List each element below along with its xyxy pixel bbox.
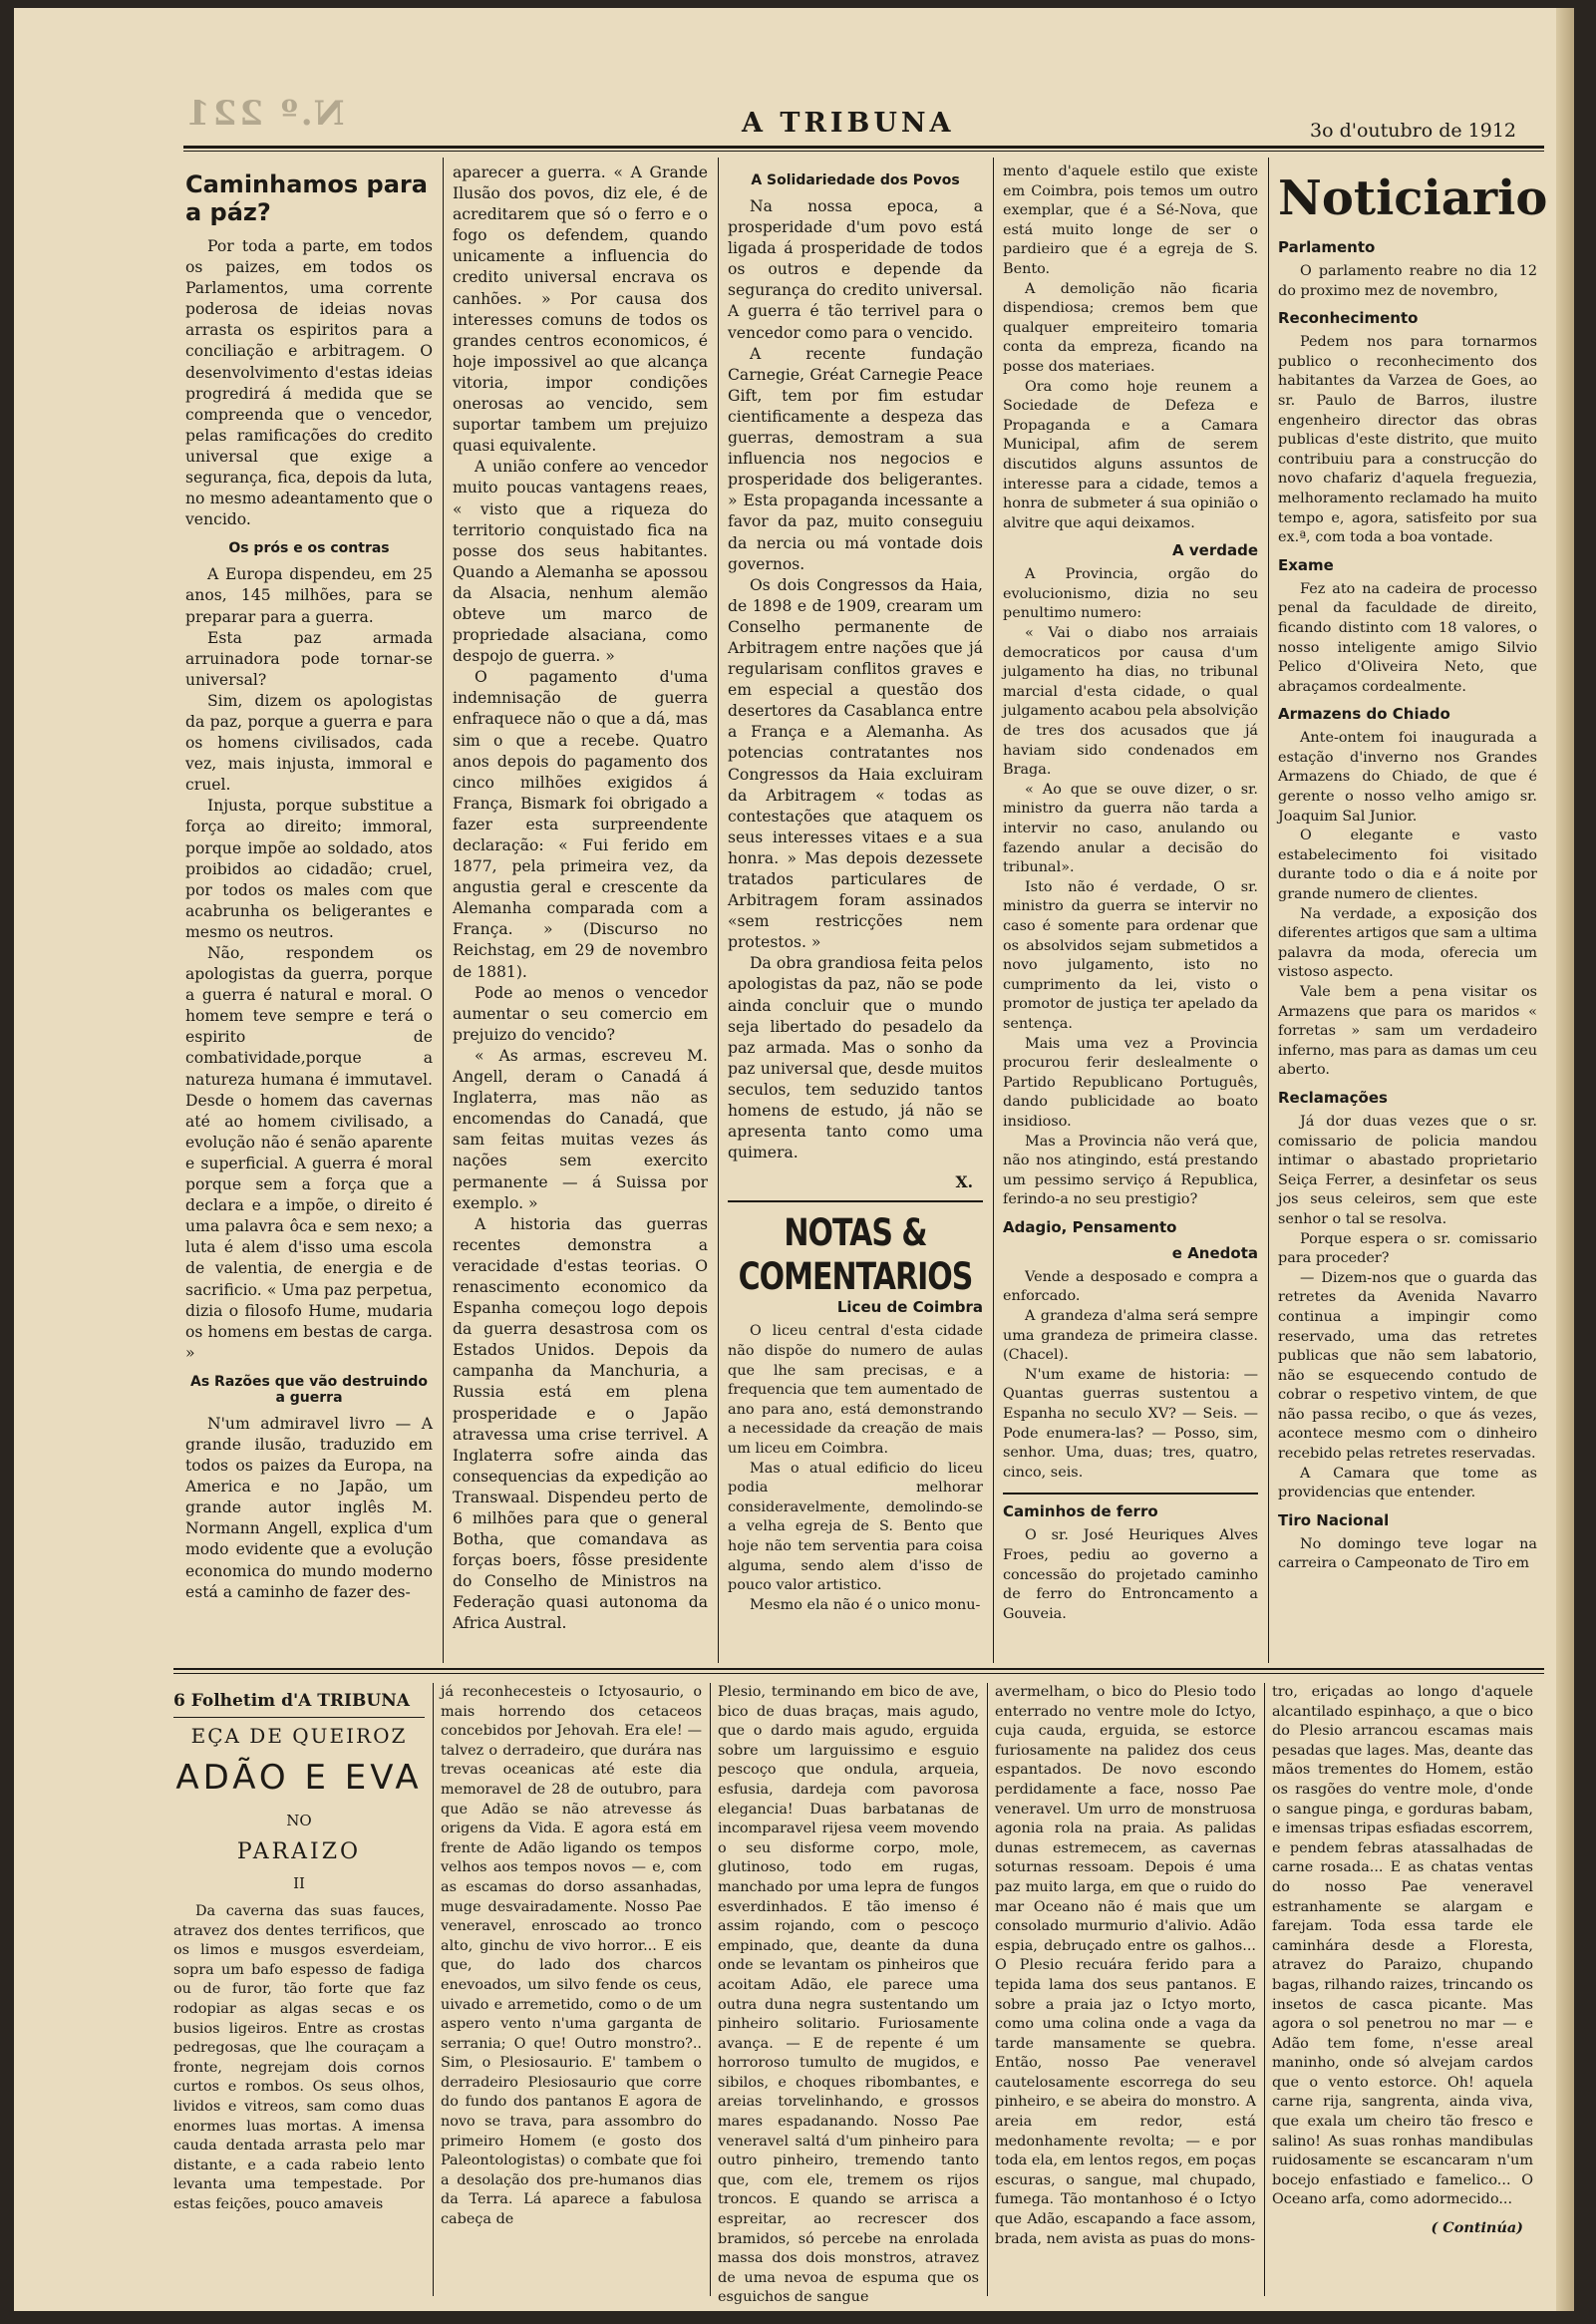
section-heading: A verdade: [1172, 541, 1258, 560]
section-rule: [728, 1200, 983, 1202]
paragraph: Sim, dizem os apologistas da paz, porque a guerra e para os homens civilisados, cada vez, mais injusta, immoral e cruel.: [185, 691, 433, 795]
folhetim-header: 6 Folhetim d'A TRIBUNA: [173, 1691, 410, 1711]
folhetim-rule: [173, 1668, 1544, 1670]
section-heading: Exame: [1278, 555, 1334, 574]
paragraph: « Vai o diabo nos arraiais democraticos por causa d'um julgamento ha dias, no tribunal marcial d'esta cidade, o qual julgamento acabou pela absolvição de tres dos acusados que já haviam sido condenados em Braga.: [1003, 625, 1258, 779]
folhetim-no: NO: [286, 1812, 312, 1829]
issue-date: 3o d'outubro de 1912: [1310, 120, 1517, 142]
notas-heading: NOTAS & COMENTARIOS: [738, 1211, 973, 1300]
paragraph: A Camara que tome as providencias que entender.: [1278, 1465, 1537, 1501]
folhetim-rule-thin: [173, 1673, 1544, 1674]
issue-mark: N.º 221: [183, 94, 345, 134]
paragraph: Injusta, porque substitue a força ao direito; immoral, porque impõe ao soldado, atos proibidos ao cidadão; cruel, por todos os males com que acabrunha os beligerantes e mesmo os neutros.: [185, 797, 433, 941]
paragraph: Mas a Provincia não verá que, não nos atingindo, está prestando um pessimo serviço á Republica, ferindo-a no seu prestigio?: [1003, 1133, 1258, 1208]
column-divider: [710, 1683, 711, 2296]
folhetim-column-4: [995, 1683, 1256, 2296]
header-rule-thin: [183, 151, 1544, 152]
article-caminhamos: [185, 163, 433, 1663]
paragraph: já reconhecesteis o Ictyosaurio, o mais horrendo dos cetaceos concebidos por Jehovah. Era ele! — talvez o derradeiro, que durára nas trevas oceanicas até este dia memoravel de 28 de outubro, para que Adão se não atrevesse ás origens da Vida. E agora está em frente de Adão ligando os tempos velhos aos tempos novos — e, com as escamas do dorso assanhadas, muge desvairadamente. Nosso Pae veneravel, enroscado ao tronco alto, ginchu de vivo horror... E eis que, do lado dos charcos enevoados, um silvo fende os ceus, uivado e arremetido, como o de um aspero vento n'uma garganta de serrania; O que! Outro monstro?.. Sim, o Plesiosaurio. E' tambem o derradeiro Plesiosaurio que corre do fundo dos pantanos E agora de novo se trava, para assombro do primeiro Homem (e gosto dos Paleontologistas) o combate que foi a desolação dos pre-humanos dias da Terra. Lá aparece a fabulosa cabeça de: [441, 1684, 702, 2228]
paragraph: avermelham, o bico do Plesio todo enterrado no ventre mole do Ictyo, cuja cauda, erguida, se estorce furiosamente na palidez dos ceus espantados. De novo escondo perdidamente a face, nosso Pae veneravel. Um urro de monstruosa agonia rola na praia. As palidas dunas estremecem, as cavernas soturnas ressoam. Depois é uma paz muito larga, em que o ruido do mar Oceano não é mais que um consolado murmurio d'alivio. Adão espia, debruçado entre os galhos... O Plesio recuára ferido para a tepida lama dos seus pantanos. E sobre a praia jaz o Ictyo morto, como uma colina onde a vaga da tarde mansamente se quebra. Então, nosso Pae veneravel cautelosamente escorrega do seu pinheiro, e se abeira do monstro. A areia em redor, está medonhamente revolta; — e por toda ela, em lentos regos, em poças escuras, o sangue, mal chupado, fumega. Tão montanhoso é o Ictyo que Adão, escapando a face assom, brada, nem avista as puas do mons-: [995, 1684, 1256, 2247]
paragraph: Vende a desposado e compra a enforcado.: [1003, 1268, 1258, 1305]
paragraph: A união confere ao vencedor muito poucas vantagens reaes, « visto que a riqueza do territorio conquistado fica na posse dos seus habitantes. Quando a Alemanha se apossou da Alsacia, nenhum alemão obteve um marco de propriedade alsaciana, como despojo de guerra. »: [453, 458, 708, 666]
paragraph: Fez ato na cadeira de processo penal da faculdade de direito, ficando distinto com 18 valores, o nosso inteligente amigo Silvio Pelico d'Oliveira Neto, que abraçamos cordealmente.: [1278, 580, 1537, 695]
newspaper-title: A TRIBUNA: [742, 108, 955, 139]
signature: X.: [955, 1172, 973, 1192]
column-divider: [987, 1683, 988, 2296]
section-heading: A Solidariedade dos Povos: [751, 172, 960, 188]
section-rule: [1003, 1493, 1258, 1494]
paragraph: Por toda a parte, em todos os paizes, em todos os Parlamentos, uma corrente poderosa de ideias novas arrasta os espiritos para a conciliação e arbitragem. O desenvolvimento d'estas ideias progredirá á medida que se compreenda que o vencedor, pelas ramificações do credito universal que exige a segurança, fica, depois da luta, no mesmo adeantamento que o vencido.: [185, 237, 433, 529]
section-heading: Liceu de Coimbra: [836, 1298, 983, 1317]
noticiario: [1278, 163, 1548, 1663]
section-heading: Adagio, Pensamento: [1003, 1217, 1177, 1236]
column-divider: [1264, 1683, 1265, 2296]
paragraph: Esta paz armada arruinadora pode tornar-se universal?: [185, 628, 433, 689]
header-rule: [183, 146, 1544, 149]
paragraph: A historia das guerras recentes demonstra a veracidade d'estas teorias. O renascimento economico da Espanha começou logo depois da guerra desastrosa com os Estados Unidos. Depois da campanha da Manchuria, a Russia está em plena prosperidade e o Japão atravessa uma crise terrivel. A Inglaterra sofre ainda das consequencias da expedição ao Transwaal. Dispendeu perto de 6 milhões para que o general Botha, que comandava as forças boers, fôsse presidente do Conselho de Ministros na Federação quasi autonoma da Africa Austral.: [453, 1214, 708, 1633]
paragraph: A recente fundação Carnegie, Gréat Carnegie Peace Gift, tem por fim estudar cientificamente a despeza das guerras, demostram a sua influencia nos negocios e prosperidade dos beligerantes. » Esta propaganda incessante a favor da paz, muito conseguiu da nercia ou má vontade dois governos.: [728, 344, 983, 573]
paragraph: A grandeza d'alma será sempre uma grandeza de primeira classe. (Chacel).: [1003, 1308, 1258, 1364]
section-heading: Reclamações: [1278, 1088, 1388, 1107]
article-title: Caminhamos para a páz?: [185, 170, 428, 226]
paragraph: mento d'aquele estilo que existe em Coimbra, pois temos um outro exemplar, que é a Sé-Nova, que está muito longe de ser o pardieiro que é a egreja de S. Bento.: [1003, 164, 1258, 277]
paragraph: N'um exame de historia: — Quantas guerras sustentou a Espanha no seculo XV? — Seis. — Pode enumera-las? — Posso, sim, senhor. Uma, duas; tres, quatro, cinco, seis.: [1003, 1366, 1258, 1481]
section-heading: Caminhos de ferro: [1003, 1502, 1158, 1521]
paragraph: Já dor duas vezes que o sr. comissario de policia mandou intimar o abastado proprietario Seiça Ferrer, a desinfetar os seus jos seus celeiros, sem que este senhor o tal se resolva.: [1278, 1113, 1537, 1227]
section-heading: Reconhecimento: [1278, 309, 1419, 328]
paragraph: A Europa dispendeu, em 25 anos, 145 milhões, para se preparar para a guerra.: [185, 565, 433, 626]
paragraph: A Provincia, orgão do evolucionismo, dizia no seu penultimo numero:: [1003, 566, 1258, 622]
paragraph: Vale bem a pena visitar os Armazens que para os maridos « forretas » sam um verdadeiro inferno, mas para as damas um ceu aberto.: [1278, 984, 1537, 1079]
section-heading: Armazens do Chiado: [1278, 705, 1450, 724]
column-divider: [718, 158, 719, 1663]
paragraph: Plesio, terminando em bico de ave, bico de duas braças, mais agudo, que o dardo mais agudo, erguida sobre um larguissimo e esguio pescoço que ondula, arqueia, esfusia, dardeja com pavorosa elegancia! Duas barbatanas de incomparavel rijesa veem movendo o seu disforme corpo, mole, glutinoso, todo em rugas, manchado por uma lepra de fungos esverdinhados. E tão imenso é assim rojando, com o pescoço empinado, que, deante da duna onde se levantam os pinheiros que acoitam Adão, ele parece uma outra duna negra sustentando um pinheiro solitario. Furiosamente avança. — E de repente é um horroroso tumulto de mugidos, e sibilos, e choques ribombantes, e areias torvelinhando, e grossos mares espadanando. Nosso Pae veneravel saltá d'um pinheiro para outro pinheiro, tremendo tanto que, com ele, tremem os rijos troncos. E quando se arrisca a espreitar, ao recrescer dos bramidos, só percebe na enrolada massa dos dois monstros, atravez de uma nevoa de espuma que os esguichos de sangue: [718, 1684, 979, 2306]
paragraph: Mas o atual edificio do liceu podia melhorar consideravelmente, demolindo-se a velha egreja de S. Bento que hoje não tem serventia para coisa alguma, sendo alem d'isso de pouco valor artistico.: [728, 1460, 983, 1594]
paragraph: Na verdade, a exposição dos diferentes artigos que sam a ultima palavra da moda, oferecia um vistoso aspecto.: [1278, 905, 1537, 981]
paragraph: Pode ao menos o vencedor aumentar o seu comercio em prejuizo do vencido?: [453, 983, 708, 1044]
paragraph: Ora como hoje reunem a Sociedade de Defeza e Propaganda e a Camara Municipal, afim de serem discutidos alguns assuntos de interesse para a cidade, temos a honra de submeter á sua opinião o alvitre que aqui deixamos.: [1003, 378, 1258, 531]
article-continuation: [453, 163, 708, 1663]
paragraph: Da obra grandiosa feita pelos apologistas da paz, não se pode ainda concluir que o mundo seja libertado do pesadelo da paz armada. Mas o sonho da paz universal que, desde muitos seculos, tem seduzido tantos homens de estudo, já não se apresenta tanto como uma quimera.: [728, 954, 983, 1162]
paragraph: No domingo teve logar na carreira o Campeonato de Tiro em: [1278, 1535, 1537, 1572]
folhetim-title: ADÃO E EVA: [175, 1758, 423, 1798]
article-solidariedade: [728, 163, 983, 1663]
paragraph: tro, eriçadas ao longo d'aquele alcantilado espinhaço, a que o bico do Plesio arrancou escamas mais pesadas que lages. Mas, deante das mãos trementes do Homem, estão os rasgões do ventre mole, d'onde o sangue pinga, e gorduras babam, e imensas tripas esfiadas escorrem, e pendem febras atassalhadas de carne rosada... E as chatas ventas do nosso Pae veneravel estranhamente se alargam e farejam. Toda essa tarde ele caminhára desde a Floresta, atravez do Paraizo, chupando bagas, rilhando raizes, trincando os insetos de casca picante. Mas agora o sol penetrou no mar — e Adão tem fome, n'esse areal maninho, onde só alvejam cardos que o vento estorce. Oh! aquela carne rija, sangrenta, ainda viva, que exala um cheiro tão fresco e salino! As suas ronhas mandibulas ruidosamente se escancaram n'um bocejo enfastiado e famelico... O Oceano arfa, como adormecido...: [1272, 1684, 1533, 2208]
paragraph: O parlamento reabre no dia 12 do proximo mez de novembro,: [1278, 263, 1537, 299]
notas-continuation: [1003, 163, 1258, 1663]
section-heading: Tiro Nacional: [1278, 1510, 1390, 1529]
folhetim-column-2: [441, 1683, 702, 2296]
section-rule: [173, 1717, 425, 1718]
paragraph: Ante-ontem foi inaugurada a estação d'inverno nos Grandes Armazens do Chiado, de que é gerente o nosso velho amigo sr. Joaquim Sal Junior.: [1278, 730, 1537, 825]
page-edge: [1556, 8, 1574, 2311]
paragraph: O liceu central d'esta cidade não dispõe do numero de aulas que lhe sam precisas, e a frequencia que tem aumentado de ano para ano, está demonstrando a necessidade da creação de mais um liceu em Coimbra.: [728, 1323, 983, 1457]
continua-label: ( Continúa): [1431, 2219, 1523, 2237]
paragraph: O sr. José Heuriques Alves Froes, pediu ao governo a concessão do projetado caminho de ferro do Entroncamento a Gouveia.: [1003, 1527, 1258, 1622]
column-divider: [433, 1683, 434, 2296]
folhetim-column-3: [718, 1683, 979, 2306]
paragraph: Os dois Congressos da Haia, de 1898 e de 1909, crearam um Conselho permanente de Arbitragem entre nações que já regularisam conflitos graves e em especial a questão dos desertores da Casablanca entre a França e a Alemanha. As potencias contratantes nos Congressos da Haia excluiram da Arbitragem « todas as contestações que ataquem os seus interesses vitaes e a sua honra. » Mas depois dezessete tratados particulares de Arbitragem foram assinados «sem restricções nem protestos. »: [728, 575, 983, 952]
paragraph: O pagamento d'uma indemnisação de guerra enfraquece não o que a dá, mas sim o que a recebe. Quatro anos depois do pagamento dos cinco milhões exigidos á França, Bismark foi obrigado a fazer esta surpreendente declaração: « Fui ferido em 1877, pela primeira vez, da angustia geral e crescente da Alemanha comparada com a França. » (Discurso no Reichstag, em 29 de novembro de 1881).: [453, 668, 708, 981]
paragraph: Mesmo ela não é o unico monu-: [750, 1596, 981, 1613]
section-heading: Os prós e os contras: [228, 540, 390, 557]
section-heading: Parlamento: [1278, 238, 1376, 256]
newspaper-page: [14, 8, 1574, 2311]
paragraph: A demolição não ficaria dispendiosa; cremos bem que qualquer empreiteiro tomaria conta da empreza, ficando na posse dos materiaes.: [1003, 280, 1258, 375]
paragraph: — Dizem-nos que o guarda das retretes da Avenida Navarro continua a impingir como reservado, uma das retretes publicas que não sem labatorio, não se esquecendo contudo de cobrar o respetivo vintem, de que não passa recibo, o que ás vezes, acontece mesmo com o dinheiro recebido pelas retretes reservadas.: [1278, 1269, 1537, 1463]
paragraph: Porque espera o sr. comissario para proceder?: [1278, 1230, 1537, 1267]
folhetim-column-5: [1272, 1683, 1533, 2296]
paragraph: « As armas, escreveu M. Angell, deram o Canadá á Inglaterra, mas não as encomendas do Canadá, que sam feitas muitas vezes ás nações sem exercito permanente — á Suissa por exemplo. »: [453, 1046, 708, 1212]
folhetim-subtitle: PARAIZO: [236, 1839, 362, 1864]
paragraph: Da caverna das suas fauces, atravez dos dentes terrificos, que os limos e musgos esverdeiam, sopra um bafo espesso de fadiga ou de furor, tão forte que faz rodopiar as algas secas e os busios ligeiros. Entre as crostas pedregosas, que lhe couraçam a fronte, negrejam dois cornos curtos e rombos. Os seus olhos, lividos e vitreos, sam como duas enormes luas mortas. A imensa cauda dentada arrasta pelo mar distante, e a cada rabeio lento levanta uma tempestade. Por estas feições, pouco amaveis: [173, 1903, 425, 2212]
section-heading: As Razões que vão destruindo a guerra: [190, 1373, 428, 1406]
paragraph: Não, respondem os apologistas da guerra, porque a guerra é natural e moral. O homem teve sempre e terá o espirito de combatividade,porque a natureza humana é immutavel. Desde o homem das cavernas até ao homem civilisado, a evolução não é senão aparente e superficial. A guerra é moral porque sem a força que a declara e a impõe, o direito é uma palavra ôca e sem nexo; a luta é alem d'isso uma escola de valentia, de energia e de sacrificio. « Uma paz perpetua, dizia o filosofo Hume, mudaria os homens em bestas de carga. »: [185, 944, 433, 1362]
paragraph: aparecer a guerra. « A Grande Ilusão dos povos, diz ele, é de acreditarem que só o ferro e o fogo os defendem, quando unicamente a influencia do credito universal encrava os canhões. » Por causa dos interesses comuns de todos os grandes centros economicos, é hoje impossivel ao que alcança vitoria, impor condições onerosas ao vencido, sem suportar tambem um prejuizo quasi equivalente.: [453, 164, 708, 456]
paragraph: Mais uma vez a Provincia procurou ferir deslealmente o Partido Republicano Português, dando publicidade ao boato insidioso.: [1003, 1035, 1258, 1130]
chapter-number: II: [293, 1874, 305, 1892]
paragraph: « Ao que se ouve dizer, o sr. ministro da guerra não tarda a intervir no caso, anulando ou fazendo anular a decisão do tribunal».: [1003, 781, 1258, 876]
paragraph: Isto não é verdade, O sr. ministro da guerra se intervir no caso é somente para ordenar que os absolvidos sejam submetidos a novo julgamento, isto no cumprimento da lei, visto o promotor de justiça ter apelado da sentença.: [1003, 878, 1258, 1032]
folhetim-column-1: [173, 1683, 425, 2296]
noticiario-title: Noticiario: [1278, 170, 1548, 226]
paragraph: Na nossa epoca, a prosperidade d'um povo está ligada á prosperidade de todos os outros e depende da segurança do credito universal. A guerra é tão terrivel para o vencedor como para o vencido.: [728, 197, 983, 342]
paragraph: Pedem nos para tornarmos publico o reconhecimento dos habitantes da Varzea de Goes, ao sr. Paulo de Barros, ilustre engenheiro director das obras publicas d'este distrito, que muito contribuiu para a construcção do novo chafariz d'aquela freguezia, melhoramento reclamado ha muito tempo e, agora, satisfeito por sua ex.ª, com toda a boa vontade.: [1278, 334, 1537, 546]
section-heading: e Anedota: [1171, 1243, 1258, 1262]
folhetim-author: EÇA DE QUEIROZ: [190, 1724, 408, 1748]
column-divider: [1268, 158, 1269, 1663]
column-divider: [993, 158, 994, 1663]
paragraph: N'um admiravel livro — A grande ilusão, traduzido em todos os paizes da Europa, na America e no Japão, um grande autor inglês M. Normann Angell, explica d'um modo evidente que a evolução economica do mundo moderno está a caminho de fazer des-: [185, 1414, 433, 1601]
column-divider: [443, 158, 444, 1663]
paragraph: O elegante e vasto estabelecimento foi visitado durante todo o dia e á noite por grande numero de clientes.: [1278, 828, 1537, 903]
